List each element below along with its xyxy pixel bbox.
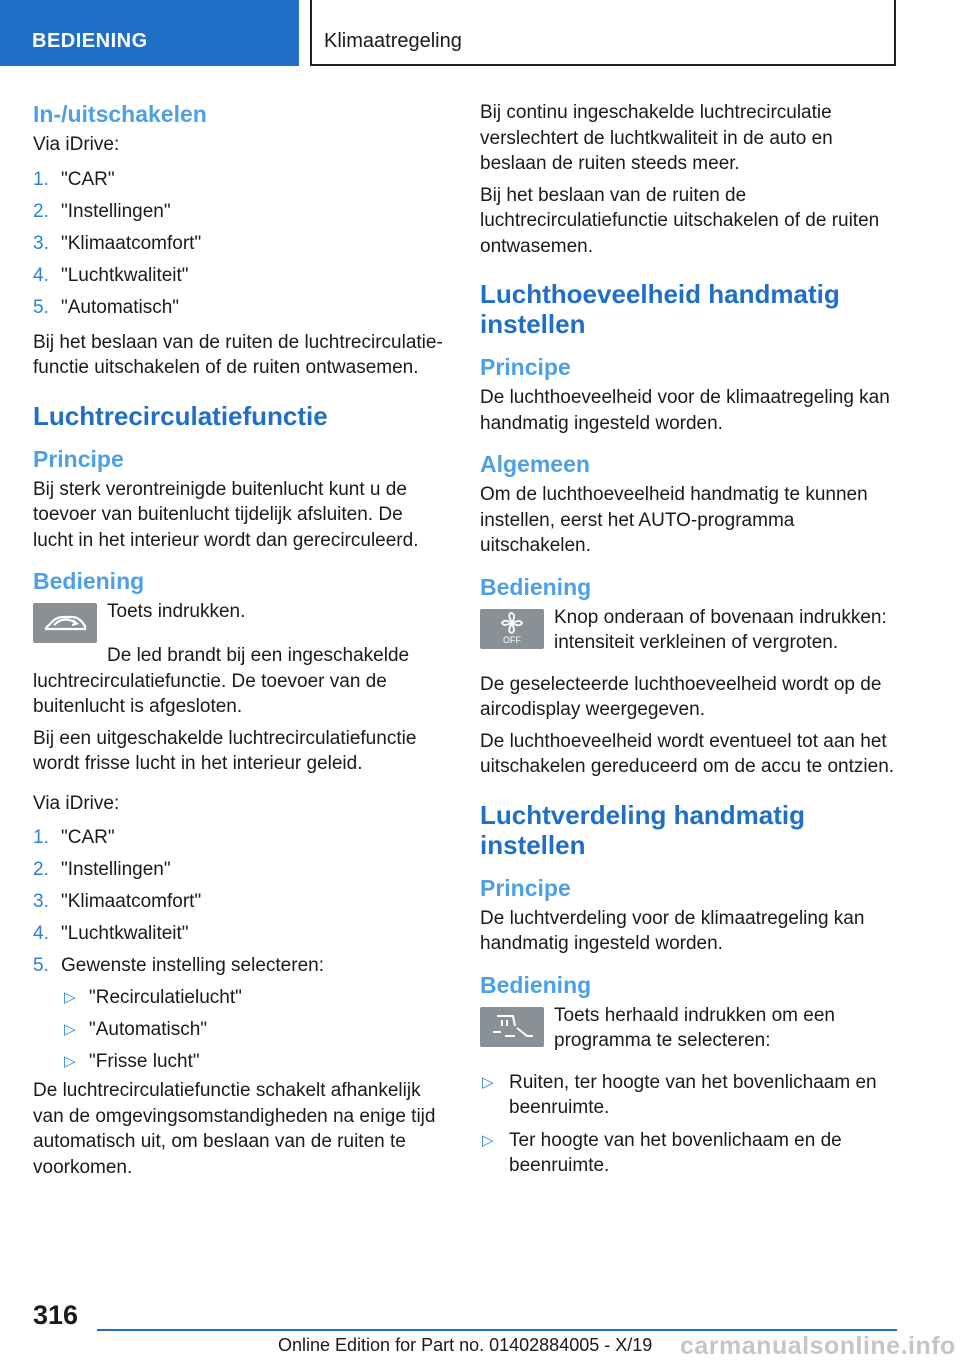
section-tab bbox=[0, 0, 299, 66]
steps-list-1 bbox=[33, 164, 448, 324]
fan-button-icon bbox=[480, 609, 544, 649]
heading-principe: Principe bbox=[33, 445, 124, 472]
list-item: ▷ "Frisse lucht" bbox=[61, 1046, 448, 1078]
paragraph: Toets indrukken. bbox=[107, 601, 246, 622]
heading-luchtrecirculatiefunctie: Luchtrecirculatiefunctie bbox=[33, 400, 328, 431]
paragraph: Bij het beslaan van de ruiten de luchtrecirculatiefunctie uitschakelen of de ruiten ontwasemen. bbox=[480, 184, 880, 257]
recirculation-button-row bbox=[33, 599, 448, 643]
paragraph: De led brandt bij een ingeschakelde luchtrecirculatiefunctie. De toevoer van de buitenlucht is afgesloten. bbox=[33, 645, 410, 717]
heading-bediening: Bediening bbox=[480, 573, 592, 600]
svg-text:OFF: OFF bbox=[503, 634, 521, 645]
heading-principe: Principe bbox=[480, 354, 571, 380]
sub-options-list bbox=[61, 982, 448, 1078]
triangle-bullet-icon: ▷ bbox=[482, 1131, 494, 1149]
air-distribution-button-row bbox=[480, 1003, 895, 1060]
list-item: 2. "Instellingen" bbox=[33, 200, 171, 222]
left-column bbox=[33, 100, 448, 1186]
chapter-tab bbox=[311, 0, 896, 66]
fan-button-row bbox=[480, 605, 895, 662]
paragraph: De luchtverdeling voor de klimaatregeling kan handmatig ingesteld worden. bbox=[480, 907, 865, 954]
edition-text: Online Edition for Part no. 01402884005 - X/19 bbox=[278, 1335, 653, 1355]
paragraph: Bij continu ingeschakelde luchtrecirculatie verslechtert de luchtkwaliteit in de auto en beslaan de ruiten steeds meer. bbox=[480, 102, 833, 174]
list-item: 2. "Instellingen" bbox=[33, 859, 171, 880]
via-idrive-label: Via iDrive: bbox=[33, 134, 120, 155]
list-item: 4. "Luchtkwaliteit" bbox=[33, 264, 189, 286]
list-item: ▷ Ruiten, ter hoogte van het bovenlichaam en beenruimte. bbox=[482, 1071, 877, 1118]
section-title: BEDIENING bbox=[32, 30, 148, 52]
heading-luchtverdeling: Luchtverdeling handmatig instellen bbox=[480, 799, 806, 860]
triangle-bullet-icon: ▷ bbox=[482, 1073, 494, 1091]
paragraph: De geselecteerde luchthoeveelheid wordt op de aircodisplay weergegeven. bbox=[480, 673, 882, 720]
list-item: 1. "CAR" bbox=[33, 827, 115, 848]
paragraph: Om de luchthoeveelheid handmatig te kunnen instellen, eerst het AUTO-programma uitschakelen. bbox=[480, 484, 868, 556]
paragraph: Toets herhaald indrukken om een programma te selecteren: bbox=[554, 1004, 835, 1051]
list-item: 1. "CAR" bbox=[33, 168, 115, 190]
paragraph: Bij een uitgeschakelde luchtrecirculatiefunctie wordt frisse lucht in het interieur geleid. bbox=[33, 727, 417, 774]
heading-luchthoeveelheid: Luchthoeveelheid handmatig instellen bbox=[480, 279, 840, 339]
right-column bbox=[480, 100, 895, 1186]
paragraph: De luchthoeveelheid voor de klimaatregeling kan handmatig ingesteld worden. bbox=[480, 387, 890, 434]
triangle-bullet-icon: ▷ bbox=[64, 1021, 76, 1038]
list-item: ▷ "Automatisch" bbox=[61, 1014, 448, 1046]
list-item: 5. "Automatisch" bbox=[33, 296, 180, 318]
heading-principe: Principe bbox=[480, 874, 571, 901]
paragraph: De luchthoeveelheid wordt eventueel tot aan het uitschakelen gereduceerd om de accu te ontzien. bbox=[480, 730, 895, 777]
distribution-options-list bbox=[480, 1070, 895, 1179]
list-item: 4. "Luchtkwaliteit" bbox=[33, 923, 189, 944]
list-item: 3. "Klimaatcomfort" bbox=[33, 891, 202, 912]
page-number: 316 bbox=[33, 1300, 79, 1330]
list-item: 3. "Klimaatcomfort" bbox=[33, 232, 202, 254]
heading-in-uitschakelen: In-/uitschakelen bbox=[33, 101, 207, 127]
air-distribution-button-icon bbox=[480, 1007, 544, 1047]
list-item: ▷ Ter hoogte van het bovenlichaam en de beenruimte. bbox=[482, 1129, 842, 1176]
chapter-title: Klimaatregeling bbox=[324, 30, 462, 52]
recirculation-button-icon bbox=[33, 603, 97, 643]
watermark: carmanualsonline.info bbox=[680, 1332, 956, 1360]
paragraph: De luchtrecirculatiefunctie schakelt afhankelijk van de omgevingsomstandigheden na enige tijd automatisch uit, om beslaan van de ruiten te voorkomen. bbox=[33, 1080, 436, 1178]
paragraph: Bij het beslaan van de ruiten de luchtrecirculatie-functie uitschakelen of de ruiten ontwasemen. bbox=[33, 331, 443, 378]
steps-list-2 bbox=[33, 822, 448, 982]
list-item: ▷ "Recirculatielucht" bbox=[61, 982, 448, 1014]
heading-bediening: Bediening bbox=[33, 568, 145, 594]
paragraph: Knop onderaan of bovenaan indrukken: intensiteit verkleinen of vergroten. bbox=[554, 606, 887, 653]
heading-algemeen: Algemeen bbox=[480, 451, 590, 477]
footer-rule bbox=[97, 1329, 897, 1331]
via-idrive-label: Via iDrive: bbox=[33, 792, 120, 814]
triangle-bullet-icon: ▷ bbox=[64, 1053, 76, 1070]
heading-bediening: Bediening bbox=[480, 971, 592, 998]
triangle-bullet-icon: ▷ bbox=[64, 989, 76, 1006]
list-item: 5. Gewenste instelling selecteren: bbox=[33, 955, 324, 976]
paragraph: Bij sterk verontreinigde buitenlucht kunt u de toevoer van buitenlucht tijdelijk afsluiten. De lucht in het interieur wordt dan gerecirculeerd. bbox=[33, 478, 419, 551]
